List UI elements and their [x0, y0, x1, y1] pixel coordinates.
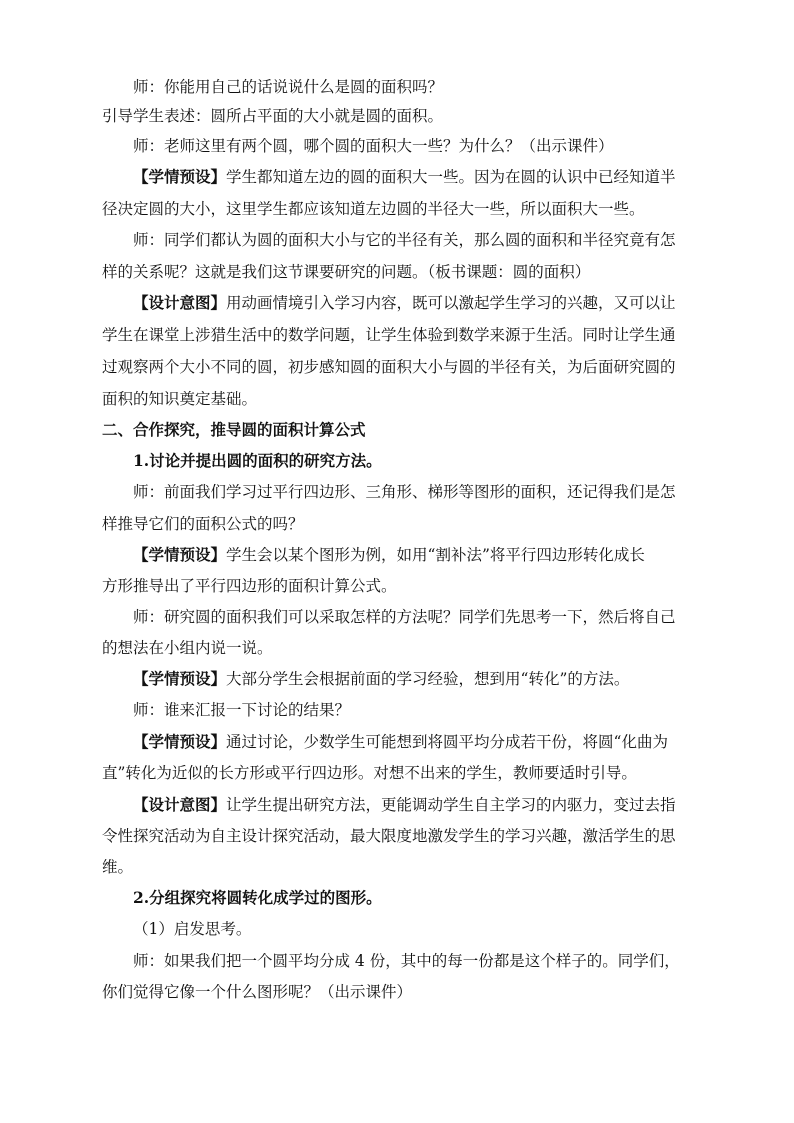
- paragraph-line: [133, 668, 629, 690]
- paragraph-text: 用动画情境引入学习内容，既可以激起学生学习的兴趣，又可以让: [226, 294, 676, 312]
- paragraph-line: 师：如果我们把一个圆平均分成 4 份，其中的每一份都是这个样子的。同学们，: [133, 952, 680, 970]
- paragraph-text: 大部分学生会根据前面的学习经验，想到用“转化”的方法。: [226, 670, 630, 688]
- paragraph-line: [133, 731, 668, 753]
- paragraph-line: [133, 544, 645, 566]
- paragraph-line: [133, 794, 676, 816]
- paragraph-text: 通过讨论，少数学生可能想到将圆平均分成若干份，将圆“化曲为: [226, 733, 668, 751]
- paragraph-line: [133, 166, 676, 188]
- paragraph-line: [133, 292, 676, 314]
- paragraph-line: 引导学生表述：圆所占平面的大小就是圆的面积。: [102, 107, 444, 125]
- label-tag: 【学情预设】: [133, 669, 227, 688]
- paragraph-line: 维。: [102, 858, 134, 876]
- subsection-heading: 2.分组探究将圆转化成学过的图形。: [133, 888, 382, 907]
- subsection-heading: 1.讨论并提出圆的面积的研究方法。: [133, 451, 382, 470]
- paragraph-text: 学生都知道左边的圆的面积大一些。因为在圆的认识中已经知道半: [226, 168, 676, 186]
- paragraph-line: 方形推导出了平行四边形的面积计算公式。: [102, 577, 397, 595]
- paragraph-line: 的想法在小组内说一说。: [102, 639, 273, 657]
- paragraph-line: 令性探究活动为自主设计探究活动，最大限度地激发学生的学习兴趣，激活学生的思: [102, 827, 676, 845]
- paragraph-line: 师：老师这里有两个圆，哪个圆的面积大一些？为什么？（出示课件）: [133, 137, 614, 155]
- paragraph-line: 径决定圆的大小，这里学生都应该知道左边圆的半径大一些，所以面积大一些。: [102, 200, 645, 218]
- label-tag: 【设计意图】: [133, 795, 227, 814]
- paragraph-line: 师：你能用自己的话说说什么是圆的面积吗？: [133, 78, 444, 96]
- paragraph-line: （1）启发思考。: [133, 920, 252, 938]
- paragraph-line: 面积的知识奠定基础。: [102, 390, 258, 408]
- paragraph-line: 过观察两个大小不同的圆，初步感知圆的面积大小与圆的半径有关，为后面研究圆的: [102, 358, 676, 376]
- label-tag: 【学情预设】: [133, 732, 227, 751]
- paragraph-line: 学生在课堂上涉猎生活中的数学问题，让学生体验到数学来源于生活。同时让学生通: [102, 326, 676, 344]
- label-tag: 【设计意图】: [133, 293, 227, 312]
- paragraph-line: 直”转化为近似的长方形或平行四边形。对想不出来的学生，教师要适时引导。: [102, 764, 637, 782]
- label-tag: 【学情预设】: [133, 167, 227, 186]
- paragraph-text: 学生会以某个图形为例，如用“割补法”将平行四边形转化成长: [226, 546, 645, 564]
- paragraph-line: 师：前面我们学习过平行四边形、三角形、梯形等图形的面积，还记得我们是怎: [133, 483, 676, 501]
- section-heading: 二、合作探究，推导圆的面积计算公式: [102, 420, 366, 439]
- paragraph-line: 师：同学们都认为圆的面积大小与它的半径有关，那么圆的面积和半径究竟有怎: [133, 231, 676, 249]
- paragraph-line: 你们觉得它像一个什么图形呢？（出示课件）: [102, 983, 413, 1001]
- paragraph-line: 样的关系呢？这就是我们这节课要研究的问题。（板书课题：圆的面积）: [102, 263, 591, 281]
- paragraph-line: 样推导它们的面积公式的吗？: [102, 515, 304, 533]
- paragraph-line: 师：谁来汇报一下讨论的结果？: [133, 701, 351, 719]
- paragraph-line: 师：研究圆的面积我们可以采取怎样的方法呢？同学们先思考一下，然后将自己: [133, 608, 676, 626]
- paragraph-text: 让学生提出研究方法，更能调动学生自主学习的内驱力，变过去指: [226, 796, 676, 814]
- label-tag: 【学情预设】: [133, 545, 227, 564]
